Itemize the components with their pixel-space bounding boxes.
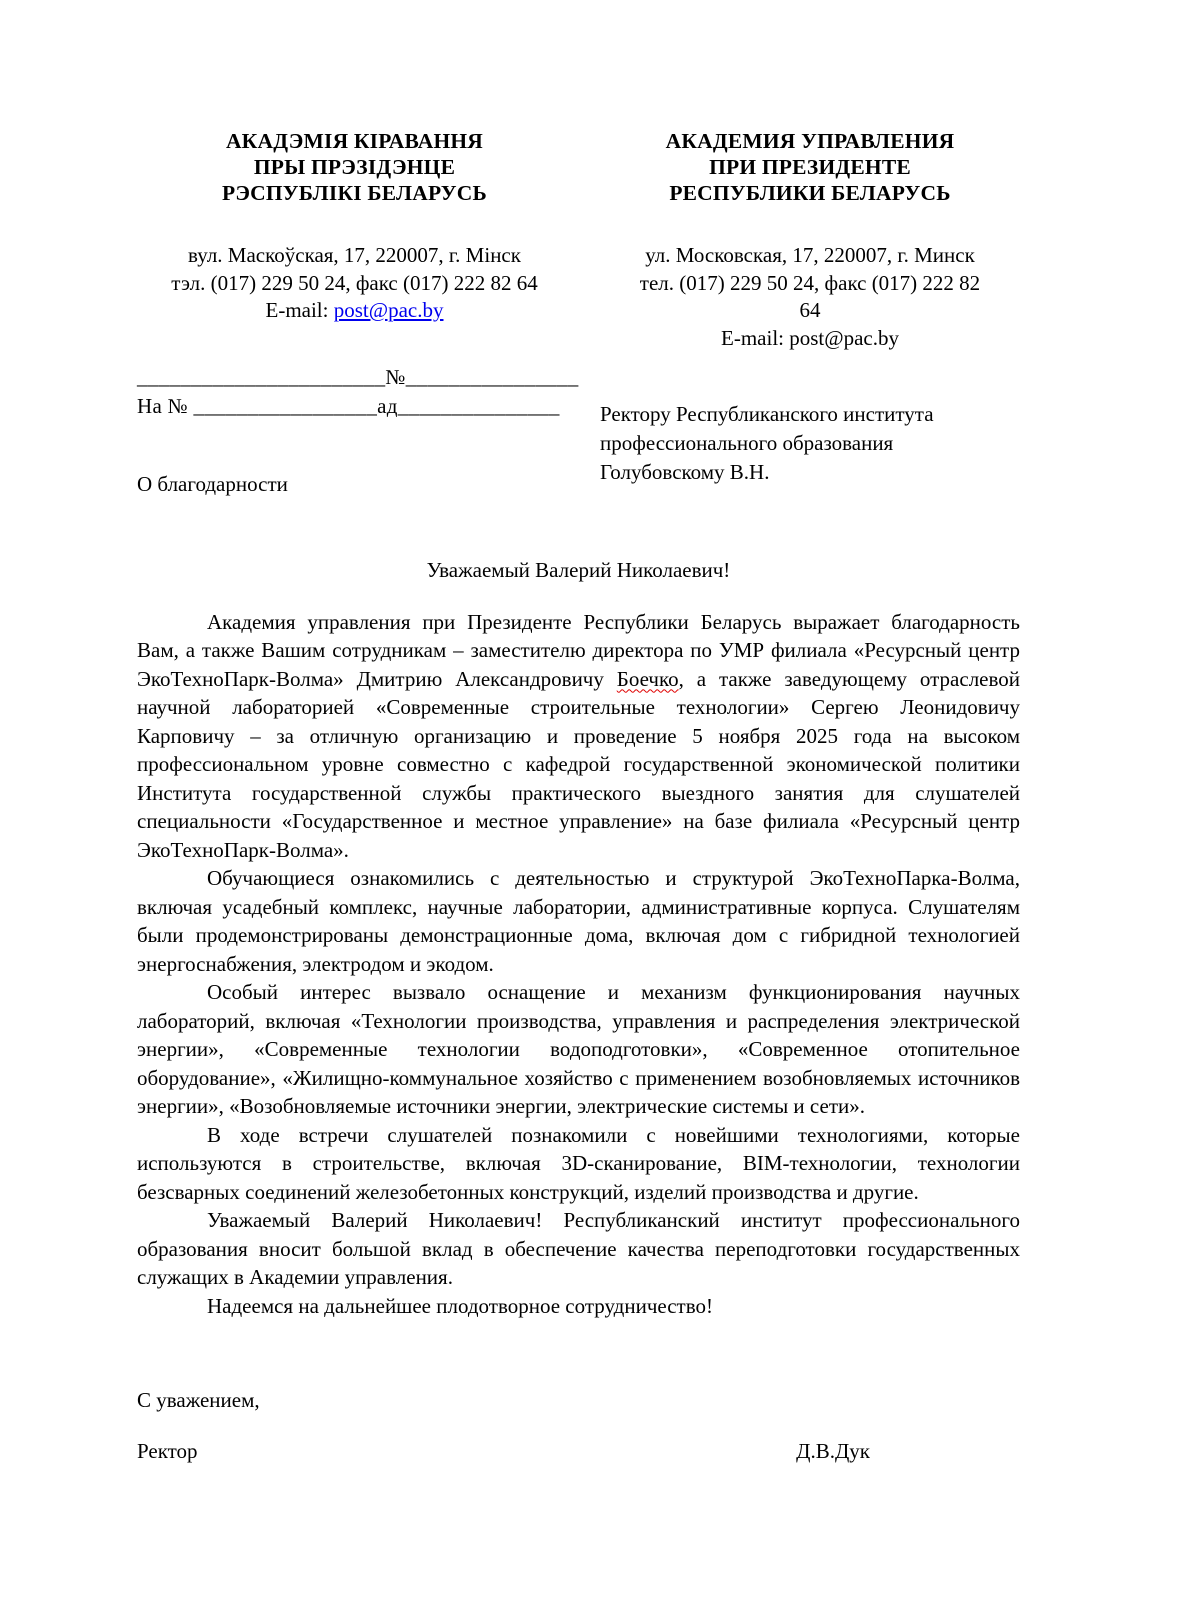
reference-reply-prefix: На № <box>137 394 194 418</box>
org-name-by-line3: РЭСПУБЛІКІ БЕЛАРУСЬ <box>222 181 487 205</box>
reference-number-line: _______________________№________________ <box>137 364 579 389</box>
org-name-by-line2: ПРЫ ПРЭЗІДЭНЦЕ <box>253 155 456 179</box>
letter-body <box>137 608 1020 1321</box>
address-belarusian <box>137 242 572 325</box>
paragraph-1 <box>137 608 1020 865</box>
paragraph-2: Обучающиеся ознакомились с деятельностью и структурой ЭкоТехноПарка-Волма, включая усадебный комплекс, научные лаборатории, административные корпуса. Слушателям были продемонстрированы демонстрационные дома, включая дом с гибридной технологией энергоснабжения, электродом и экодом. <box>137 866 1020 976</box>
address-ru-street: ул. Московская, 17, 220007, г. Минск <box>645 243 975 267</box>
org-name-by-line1: АКАДЭМІЯ КІРАВАННЯ <box>225 129 484 153</box>
letterhead-column-belarusian <box>137 128 579 498</box>
paragraph-6: Надеемся на дальнейшее плодотворное сотрудничество! <box>207 1293 713 1318</box>
address-ru-phone-cont: 64 <box>799 298 821 322</box>
signature-row <box>137 1437 1020 1465</box>
address-by-phone: тэл. (017) 229 50 24, факс (017) 222 82 64 <box>171 270 538 295</box>
addressee-line3: Голубовскому В.Н. <box>600 460 770 484</box>
address-ru-phone: тел. (017) 229 50 24, факс (017) 222 82 <box>639 270 981 295</box>
closing-phrase: С уважением, <box>137 1388 260 1412</box>
paragraph-5: Уважаемый Валерий Николаевич! Республиканский институт профессионального образования вносит большой вклад в обеспечение качества переподготовки государственных служащих в Академии управления. <box>137 1208 1020 1289</box>
org-name-ru-line1: АКАДЕМИЯ УПРАВЛЕНИЯ <box>665 129 955 153</box>
misspelled-word: Боечко <box>616 666 679 691</box>
letterhead <box>137 128 1020 498</box>
address-by-email-line <box>137 297 572 325</box>
reference-lines <box>137 363 579 422</box>
paragraph-1-after: , а также заведующему отраслевой научной лабораторией «Современные строительные технологии» Сергею Леонидовичу Карповичу – за отличную организацию и проведение 5 ноября 2025 года на высоком профессиональном уровне совместно с кафедрой государственной экономической политики Института государственной службы практического выездного занятия для слушателей специальности «Государственное и местное управление» на базе филиала «Ресурсный центр ЭкоТехноПарк-Волма». <box>137 666 1021 862</box>
address-by-street: вул. Маскоўская, 17, 220007, г. Мінск <box>188 243 521 267</box>
org-name-ru-line2: ПРИ ПРЕЗИДЕНТЕ <box>709 155 911 179</box>
paragraph-3: Особый интерес вызвало оснащение и механизм функционирования научных лабораторий, включая «Технологии производства, управления и распределения электрической энергии», «Современные технологии водоподготовки», «Современное отопительное оборудование», «Жилищно-коммунальное хозяйство с применением возобновляемых источников энергии», «Возобновляемые источники энергии, электрические системы и сети». <box>137 980 1020 1118</box>
signer-name: Д.В.Дук <box>796 1439 870 1463</box>
addressee-line2: профессионального образования <box>600 431 894 455</box>
addressee-line1: Ректору Республиканского института <box>600 402 934 426</box>
addressee-block <box>600 400 1020 487</box>
reference-reply-line <box>137 392 572 422</box>
reference-reply-blank: _________________ад_______________ <box>193 394 560 418</box>
paragraph-1-before: Академия управления при Президенте Республики Беларусь выражает благодарность Вам, а также Вашим сотрудникам – заместителю директора по УМР филиала «Ресурсный центр ЭкоТехноПарк-Волма» Дмитрию Александровичу <box>137 609 1020 691</box>
signer-title: Ректор <box>137 1439 198 1463</box>
email-label: E-mail: <box>265 298 334 322</box>
email-link[interactable]: post@pac.by <box>333 298 444 322</box>
salutation: Уважаемый Валерий Николаевич! <box>426 557 731 582</box>
letter-subject: О благодарности <box>137 471 288 496</box>
org-name-belarusian <box>137 128 572 206</box>
org-name-ru-line3: РЕСПУБЛИКИ БЕЛАРУСЬ <box>669 181 951 205</box>
letterhead-column-russian <box>600 128 1020 498</box>
paragraph-4: В ходе встречи слушателей познакомили с новейшими технологиями, которые используются в строительстве, включая 3D-сканирование, BIM-технологии, технологии безсварных соединений железобетонных конструкций, изделий производства и другие. <box>137 1122 1020 1204</box>
address-ru-email: E-mail: post@pac.by <box>721 325 899 350</box>
address-russian <box>600 242 1020 352</box>
org-name-russian <box>600 128 1020 206</box>
